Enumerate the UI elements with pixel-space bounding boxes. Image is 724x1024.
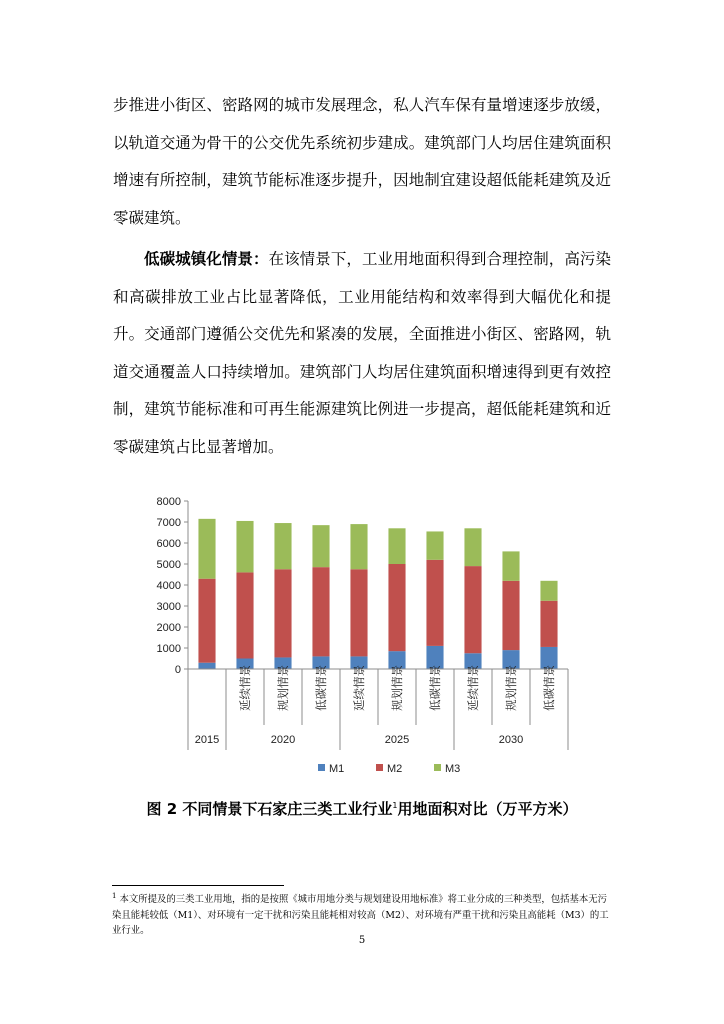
bar-m2 bbox=[502, 581, 519, 650]
x-category-label: 低碳情景 bbox=[314, 665, 328, 711]
footnote-text: 本文所提及的三类工业用地，指的是按照《城市用地分类与规划建设用地标准》将工业分成的三种类型，包括基本无污染且能耗较低（M1）、对环境有一定干扰和污染且能耗相对较高（M2）、对环境有严重干扰和污染且高能耗（M3）的工业行业。 bbox=[112, 894, 609, 937]
bar-m2 bbox=[274, 569, 291, 657]
x-group-label: 2020 bbox=[270, 734, 296, 746]
bar-m2 bbox=[198, 579, 215, 663]
y-tick-label: 8000 bbox=[156, 496, 181, 508]
bar-m3 bbox=[198, 519, 215, 579]
footnote-marker: 1 bbox=[112, 892, 117, 900]
bar-m3 bbox=[388, 528, 405, 564]
caption-footnote-ref: 1 bbox=[392, 801, 398, 810]
legend-label-m1: M1 bbox=[329, 763, 345, 775]
y-tick-label: 7000 bbox=[156, 517, 181, 529]
caption-text-end: 用地面积对比（万平方米） bbox=[397, 800, 578, 818]
legend-swatch-m2 bbox=[376, 764, 383, 771]
x-category-label: 规划情景 bbox=[390, 665, 404, 711]
bar-m3 bbox=[236, 521, 253, 572]
bar-m2 bbox=[540, 601, 557, 647]
x-category-label: 延续情景 bbox=[238, 665, 252, 711]
x-category-label: 延续情景 bbox=[466, 665, 480, 711]
caption-text: 图 2 不同情景下石家庄三类工业行业 bbox=[146, 800, 393, 818]
bar-m2 bbox=[236, 572, 253, 658]
y-tick-label: 2000 bbox=[156, 622, 181, 634]
x-group-label: 2025 bbox=[384, 734, 410, 746]
legend-label-m3: M3 bbox=[445, 763, 461, 775]
paragraph-1: 步推进小街区、密路网的城市发展理念，私人汽车保有量增速逐步放缓，以轨道交通为骨干的公交优先系统初步建成。建筑部门人均居住建筑面积增速有所控制，建筑节能标准逐步提升，因地制宜建设超低能耗建筑及近零碳建筑。 bbox=[113, 96, 611, 227]
y-tick-label: 6000 bbox=[156, 538, 181, 550]
bar-m3 bbox=[540, 581, 557, 601]
bar-m2 bbox=[312, 567, 329, 656]
legend-swatch-m1 bbox=[318, 764, 325, 771]
figure-caption bbox=[0, 798, 724, 819]
bar-m1 bbox=[198, 663, 215, 669]
bar-m3 bbox=[464, 528, 481, 566]
bar-m3 bbox=[426, 531, 443, 559]
y-tick-label: 0 bbox=[174, 664, 181, 676]
bar-m3 bbox=[312, 525, 329, 567]
footnote bbox=[112, 889, 616, 939]
x-category-label: 低碳情景 bbox=[428, 665, 442, 711]
y-tick-label: 4000 bbox=[156, 580, 181, 592]
y-tick-label: 3000 bbox=[156, 601, 181, 613]
paragraph-2-body: 在该情景下，工业用地面积得到合理控制，高污染和高碳排放工业占比显著降低，工业用能结构和效率得到大幅优化和提升。交通部门遵循公交优先和紧凑的发展，全面推进小街区、密路网，轨道交通覆盖人口持续增加。建筑部门人均居住建筑面积增速得到更有效控制，建筑节能标准和可再生能源建筑比例进一步提高，超低能耗建筑和近零碳建筑占比显著增加。 bbox=[113, 250, 611, 456]
y-tick-label: 1000 bbox=[156, 643, 181, 655]
x-group-label: 2030 bbox=[498, 734, 524, 746]
x-group-label: 2015 bbox=[194, 734, 220, 746]
bar-m2 bbox=[426, 560, 443, 646]
bar-m2 bbox=[388, 564, 405, 651]
bar-m2 bbox=[350, 569, 367, 656]
x-category-label: 延续情景 bbox=[352, 665, 366, 711]
bar-m3 bbox=[274, 523, 291, 569]
x-category-label: 低碳情景 bbox=[542, 665, 556, 711]
paragraph-2 bbox=[113, 240, 611, 466]
page-number: 5 bbox=[358, 935, 366, 946]
paragraph-2-lead: 低碳城镇化情景： bbox=[144, 249, 269, 268]
bar-m3 bbox=[350, 524, 367, 569]
x-category-label: 规划情景 bbox=[276, 665, 290, 711]
footnote-divider bbox=[112, 885, 284, 886]
legend-swatch-m3 bbox=[434, 764, 441, 771]
x-category-label: 规划情景 bbox=[504, 665, 518, 711]
stacked-bar-chart bbox=[130, 490, 590, 780]
bar-m2 bbox=[464, 566, 481, 653]
legend-label-m2: M2 bbox=[387, 763, 403, 775]
bar-m3 bbox=[502, 551, 519, 580]
y-tick-label: 5000 bbox=[156, 559, 181, 571]
